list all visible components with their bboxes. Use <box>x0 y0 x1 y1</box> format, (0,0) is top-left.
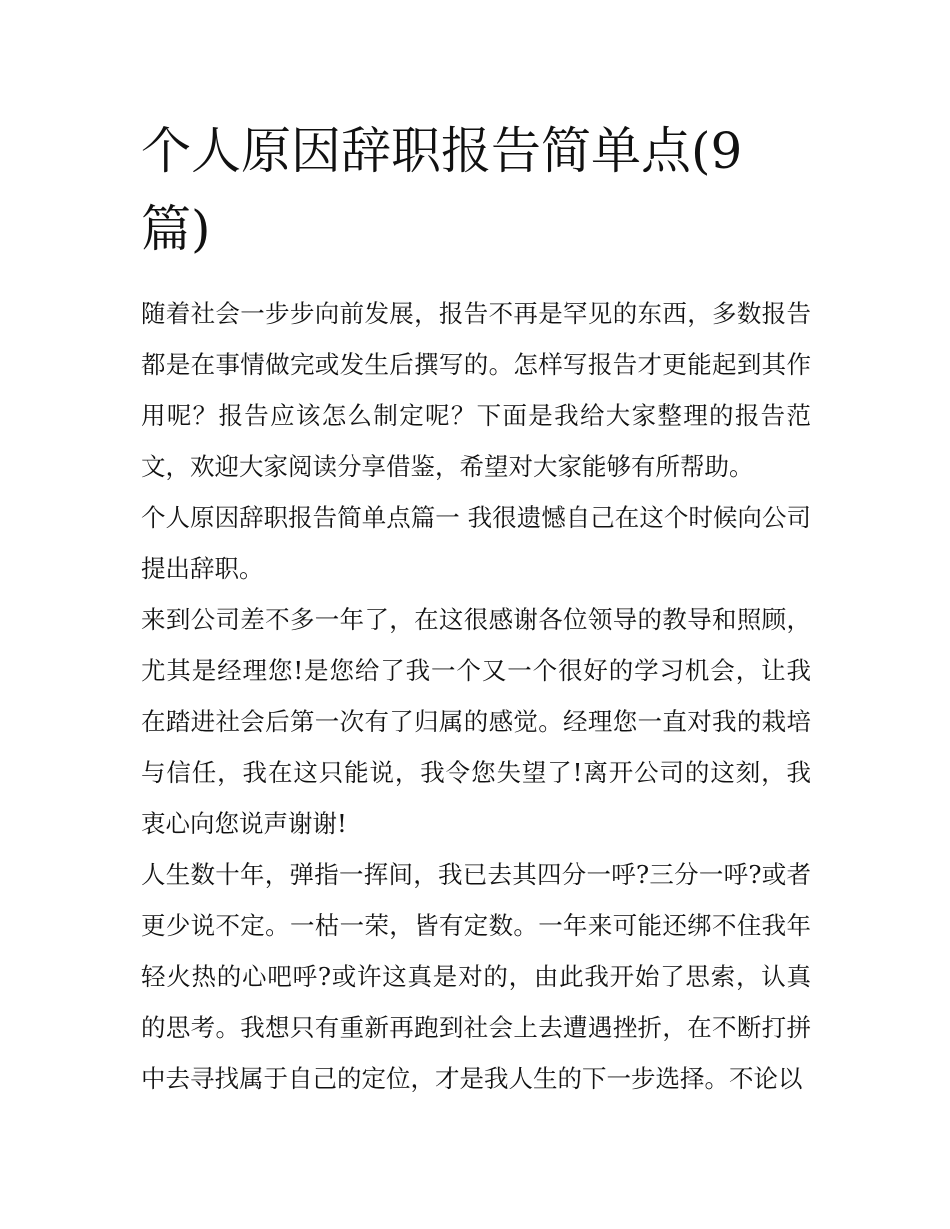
paragraph-intro: 随着社会一步步向前发展，报告不再是罕见的东西，多数报告都是在事情做完或发生后撰写的。怎样写报告才更能起到其作用呢？报告应该怎么制定呢？下面是我给大家整理的报告范文，欢迎大家阅读分享借鉴，希望对大家能够有所帮助。 <box>141 299 811 481</box>
document-title: 个人原因辞职报告简单点(9篇) <box>141 122 743 258</box>
paragraph-reflection: 人生数十年，弹指一挥间，我已去其四分一呼?三分一呼?或者更少说不定。一枯一荣，皆有定数。一年来可能还绑不住我年轻火热的心吧呼?或许这真是对的，由此我开始了思索，认真的思考。我想只有重新再跑到社会上去遭遇挫折，在不断打拼中去寻找属于自己的定位，才是我人生的下一步选择。不论以 <box>141 860 811 1093</box>
document-body <box>141 112 811 1104</box>
paragraph-section-one-heading: 个人原因辞职报告简单点篇一 我很遗憾自己在这个时候向公司提出辞职。 <box>141 503 811 583</box>
paragraph-gratitude: 来到公司差不多一年了，在这很感谢各位领导的教导和照顾，尤其是经理您!是您给了我一个又一个很好的学习机会，让我在踏进社会后第一次有了归属的感觉。经理您一直对我的栽培与信任，我在这只能说，我令您失望了!离开公司的这刻，我衷心向您说声谢谢! <box>141 605 811 838</box>
